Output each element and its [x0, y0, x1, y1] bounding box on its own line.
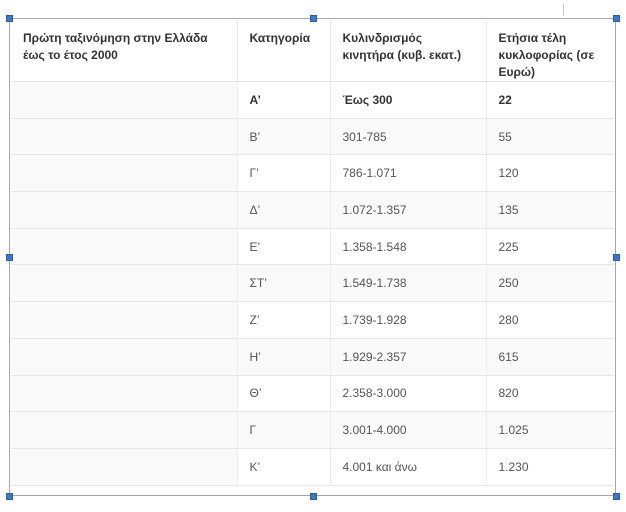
- first-registration-cell: [11, 118, 237, 155]
- resize-handle-bottom-left[interactable]: [6, 493, 13, 500]
- category-cell: Ε’: [237, 228, 330, 265]
- category-cell: Δ’: [237, 192, 330, 229]
- table-row: [11, 412, 614, 449]
- displacement-cell: 1.358-1.548: [330, 228, 486, 265]
- first-registration-cell: [11, 412, 237, 449]
- first-registration-cell: [11, 82, 237, 119]
- displacement-cell: 4.001 και άνω: [330, 448, 486, 485]
- first-registration-cell: [11, 302, 237, 339]
- first-registration-cell: [11, 228, 237, 265]
- category-cell: Β’: [237, 118, 330, 155]
- table-row: [11, 155, 614, 192]
- category-cell: Ζ’: [237, 302, 330, 339]
- resize-handle-top-left[interactable]: [6, 15, 13, 22]
- first-registration-cell: [11, 265, 237, 302]
- table-row: [11, 118, 614, 155]
- category-cell: Γ’: [237, 155, 330, 192]
- displacement-cell: 3.001-4.000: [330, 412, 486, 449]
- header-annual-fee: Ετήσια τέλη κυκλοφορίας (σε Ευρώ): [486, 20, 614, 82]
- displacement-cell: 1.739-1.928: [330, 302, 486, 339]
- displacement-cell: 1.929-2.357: [330, 338, 486, 375]
- header-category: Κατηγορία: [237, 20, 330, 82]
- annual-fee-cell: 55: [486, 118, 614, 155]
- table-header-row: [11, 20, 614, 82]
- annual-fee-cell: 820: [486, 375, 614, 412]
- category-cell: Θ’: [237, 375, 330, 412]
- displacement-cell: 301-785: [330, 118, 486, 155]
- first-registration-cell: [11, 338, 237, 375]
- displacement-cell: Έως 300: [330, 82, 486, 119]
- resize-handle-bottom-right[interactable]: [613, 493, 620, 500]
- first-registration-cell: [11, 375, 237, 412]
- header-first-registration: Πρώτη ταξινόμηση στην Ελλάδα έως το έτος 2000: [11, 20, 237, 82]
- annual-fee-cell: 280: [486, 302, 614, 339]
- annual-fee-cell: 250: [486, 265, 614, 302]
- displacement-cell: 1.549-1.738: [330, 265, 486, 302]
- annual-fee-cell: 1.025: [486, 412, 614, 449]
- table-row: [11, 228, 614, 265]
- first-registration-cell: [11, 448, 237, 485]
- resize-handle-top-right[interactable]: [613, 15, 620, 22]
- category-cell: Κ’: [237, 448, 330, 485]
- annual-fee-cell: 22: [486, 82, 614, 119]
- category-cell: Η’: [237, 338, 330, 375]
- annual-fee-cell: 135: [486, 192, 614, 229]
- table-row: [11, 375, 614, 412]
- vehicle-tax-table: [11, 20, 614, 486]
- header-displacement: Κυλινδρισμός κινητήρα (κυβ. εκατ.): [330, 20, 486, 82]
- resize-handle-middle-left[interactable]: [6, 254, 13, 261]
- table-row: [11, 302, 614, 339]
- displacement-cell: 786-1.071: [330, 155, 486, 192]
- table-row: [11, 192, 614, 229]
- resize-handle-top-center[interactable]: [310, 15, 317, 22]
- table-row: [11, 82, 614, 119]
- annual-fee-cell: 1.230: [486, 448, 614, 485]
- annual-fee-cell: 120: [486, 155, 614, 192]
- table-row: [11, 338, 614, 375]
- displacement-cell: 1.072-1.357: [330, 192, 486, 229]
- displacement-cell: 2.358-3.000: [330, 375, 486, 412]
- annual-fee-cell: 225: [486, 228, 614, 265]
- category-cell: ΣΤ’: [237, 265, 330, 302]
- first-registration-cell: [11, 192, 237, 229]
- resize-handle-bottom-center[interactable]: [310, 493, 317, 500]
- resize-handle-middle-right[interactable]: [613, 254, 620, 261]
- table-body: [11, 82, 614, 486]
- table-container[interactable]: [11, 20, 614, 494]
- table-row: [11, 265, 614, 302]
- text-cursor: [563, 4, 564, 16]
- category-cell: Γ: [237, 412, 330, 449]
- table-row: [11, 448, 614, 485]
- first-registration-cell: [11, 155, 237, 192]
- annual-fee-cell: 615: [486, 338, 614, 375]
- category-cell: Α’: [237, 82, 330, 119]
